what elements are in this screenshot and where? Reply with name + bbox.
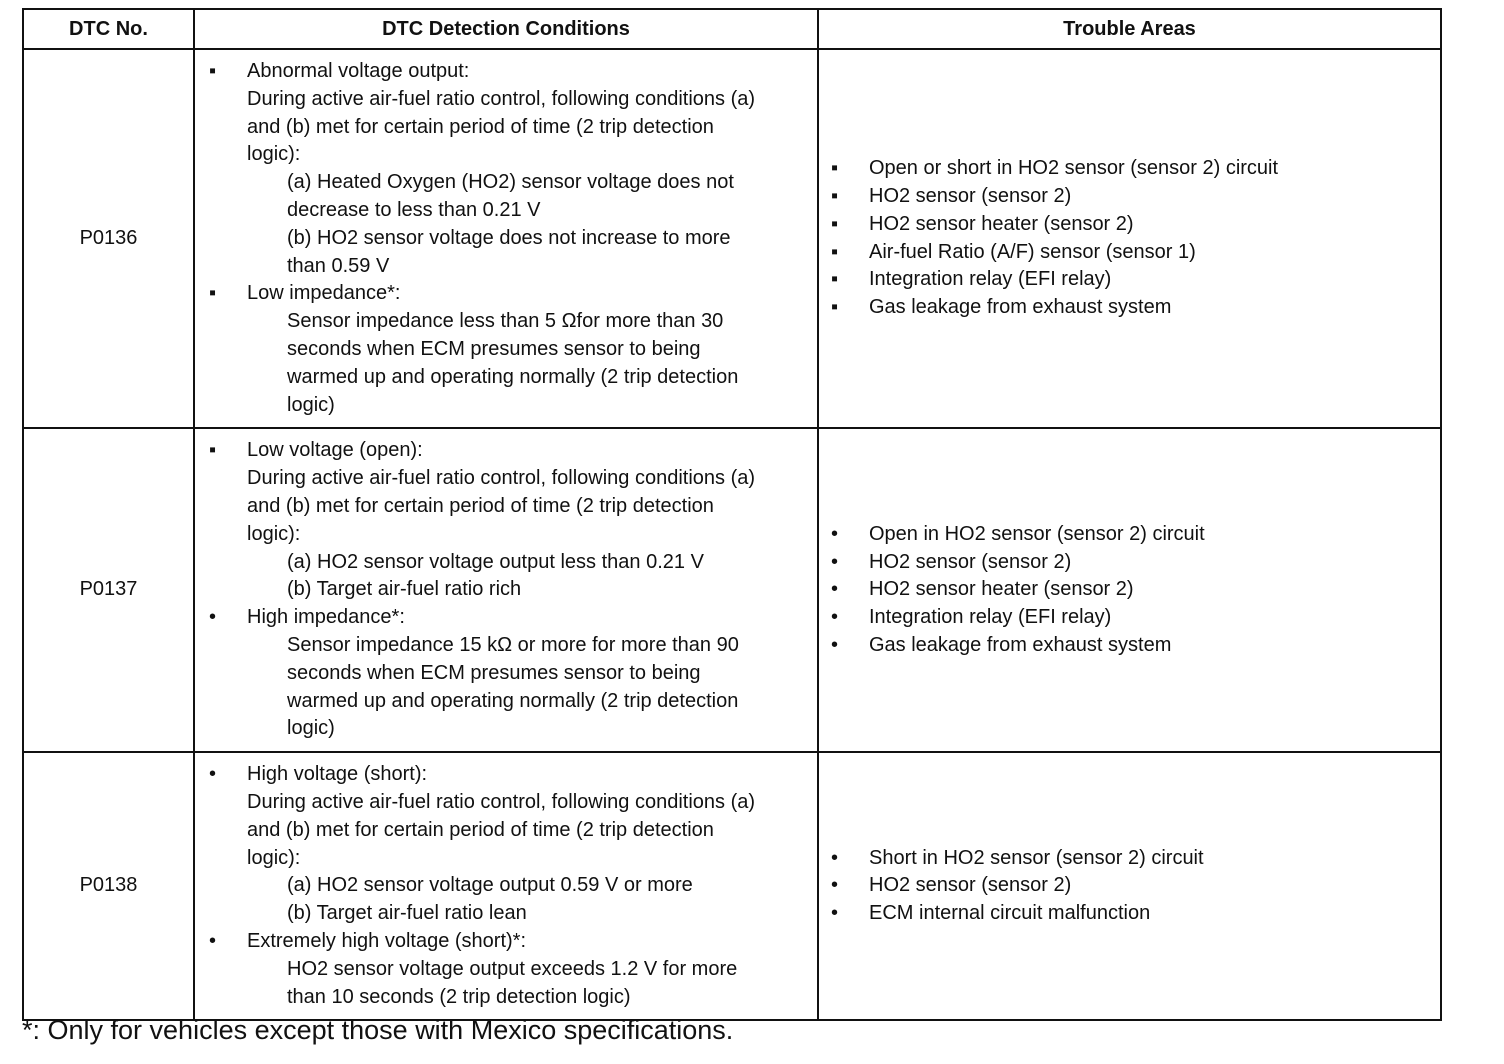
trouble-area-text: Integration relay (EFI relay) <box>869 606 1112 629</box>
condition-line <box>201 632 811 660</box>
trouble-area-item <box>825 211 1434 239</box>
dtc-code: P0137 <box>23 428 194 752</box>
condition-line <box>201 789 811 817</box>
bullet-icon: ▪ <box>209 60 217 82</box>
trouble-area-text: HO2 sensor heater (sensor 2) <box>869 578 1134 601</box>
trouble-area-text: Short in HO2 sensor (sensor 2) circuit <box>869 846 1204 869</box>
condition-line <box>201 225 811 253</box>
condition-text: Low impedance*: <box>247 282 401 305</box>
condition-text: During active air-fuel ratio control, following conditions (a) <box>247 790 756 813</box>
condition-text: than 0.59 V <box>287 254 390 277</box>
trouble-areas-cell <box>818 428 1441 752</box>
header-row <box>23 9 1441 49</box>
condition-line <box>201 576 811 604</box>
trouble-area-item <box>825 576 1434 604</box>
condition-text: decrease to less than 0.21 V <box>287 198 541 221</box>
condition-line <box>201 688 811 716</box>
bullet-icon: ▪ <box>831 296 839 319</box>
bullet-icon: ▪ <box>831 212 839 235</box>
trouble-area-item <box>825 266 1434 294</box>
condition-text: Abnormal voltage output: <box>247 60 470 82</box>
condition-line <box>201 715 811 743</box>
condition-line <box>201 493 811 521</box>
trouble-area-text: HO2 sensor heater (sensor 2) <box>869 212 1134 235</box>
condition-text: and (b) met for certain period of time (2 trip detection <box>247 115 714 138</box>
bullet-icon: • <box>831 550 839 573</box>
trouble-area-text: HO2 sensor (sensor 2) <box>869 185 1072 208</box>
condition-line <box>201 465 811 493</box>
condition-line <box>201 86 811 114</box>
condition-text: (b) Target air-fuel ratio rich <box>287 578 522 601</box>
condition-line <box>201 984 811 1012</box>
condition-line <box>201 141 811 169</box>
condition-text: logic): <box>247 522 301 545</box>
condition-line <box>201 253 811 281</box>
trouble-area-text: Open or short in HO2 sensor (sensor 2) circuit <box>869 157 1279 180</box>
trouble-areas-cell <box>818 49 1441 428</box>
condition-text: During active air-fuel ratio control, following conditions (a) <box>247 87 756 110</box>
condition-line <box>201 845 811 873</box>
trouble-area-item <box>825 183 1434 211</box>
trouble-area-item <box>825 549 1434 577</box>
condition-line <box>201 900 811 928</box>
bullet-icon: • <box>209 929 217 952</box>
bullet-icon: • <box>831 522 839 545</box>
condition-text: logic): <box>247 143 301 166</box>
bullet-icon: ▪ <box>209 282 217 305</box>
condition-line <box>201 521 811 549</box>
condition-line <box>201 549 811 577</box>
condition-line <box>201 392 811 420</box>
condition-text: Sensor impedance less than 5 Ωfor more than 30 <box>287 310 724 333</box>
trouble-area-item <box>825 632 1434 660</box>
condition-text: High impedance*: <box>247 606 405 629</box>
trouble-area-text: ECM internal circuit malfunction <box>869 902 1151 925</box>
condition-text: HO2 sensor voltage output exceeds 1.2 V for more <box>287 957 738 980</box>
condition-line <box>201 604 811 632</box>
trouble-areas-cell <box>818 752 1441 1020</box>
bullet-icon: • <box>831 633 839 656</box>
bullet-icon: • <box>831 902 839 925</box>
detection-conditions-cell <box>194 752 818 1020</box>
trouble-area-text: Air-fuel Ratio (A/F) sensor (sensor 1) <box>869 240 1196 263</box>
condition-text: warmed up and operating normally (2 trip detection <box>287 365 739 388</box>
trouble-area-item <box>825 155 1434 183</box>
detection-conditions-cell <box>194 428 818 752</box>
condition-line <box>201 761 811 789</box>
condition-text: than 10 seconds (2 trip detection logic) <box>287 985 631 1008</box>
condition-text: warmed up and operating normally (2 trip detection <box>287 689 739 712</box>
trouble-area-item <box>825 294 1434 322</box>
trouble-area-text: Open in HO2 sensor (sensor 2) circuit <box>869 522 1205 545</box>
condition-text: (a) HO2 sensor voltage output less than 0.21 V <box>287 550 704 573</box>
condition-line <box>201 872 811 900</box>
bullet-icon: • <box>831 874 839 897</box>
header-trouble-areas: Trouble Areas <box>818 9 1441 49</box>
bullet-icon: ▪ <box>209 439 217 462</box>
trouble-area-item <box>825 900 1434 928</box>
bullet-icon: • <box>831 606 839 629</box>
bullet-icon: • <box>831 578 839 601</box>
condition-line <box>201 169 811 197</box>
bullet-icon: • <box>831 846 839 869</box>
condition-text: Extremely high voltage (short)*: <box>247 929 527 952</box>
condition-text: logic) <box>287 717 335 740</box>
condition-text: logic) <box>287 393 335 416</box>
bullet-icon: ▪ <box>831 240 839 263</box>
condition-text: and (b) met for certain period of time (2 trip detection <box>247 818 714 841</box>
condition-line <box>201 58 811 86</box>
condition-text: High voltage (short): <box>247 763 428 786</box>
table-row <box>23 49 1441 428</box>
condition-line <box>201 437 811 465</box>
condition-text: and (b) met for certain period of time (2 trip detection <box>247 494 714 517</box>
footnote: *: Only for vehicles except those with Mexico specifications. <box>22 1015 734 1045</box>
trouble-area-text: HO2 sensor (sensor 2) <box>869 874 1072 897</box>
condition-text: (a) Heated Oxygen (HO2) sensor voltage does not <box>287 171 734 194</box>
condition-text: (b) HO2 sensor voltage does not increase to more <box>287 226 731 249</box>
condition-text: (b) Target air-fuel ratio lean <box>287 902 527 925</box>
condition-line <box>201 364 811 392</box>
trouble-area-text: Gas leakage from exhaust system <box>869 633 1172 656</box>
trouble-area-item <box>825 239 1434 267</box>
condition-text: seconds when ECM presumes sensor to being <box>287 661 701 684</box>
condition-text: seconds when ECM presumes sensor to being <box>287 337 701 360</box>
trouble-area-text: Gas leakage from exhaust system <box>869 296 1172 319</box>
condition-line <box>201 660 811 688</box>
table-row <box>23 752 1441 1020</box>
condition-text: logic): <box>247 846 301 869</box>
condition-line <box>201 197 811 225</box>
table-row <box>23 428 1441 752</box>
trouble-area-text: Integration relay (EFI relay) <box>869 268 1112 291</box>
bullet-icon: ▪ <box>831 268 839 291</box>
condition-line <box>201 928 811 956</box>
dtc-code: P0138 <box>23 752 194 1020</box>
bullet-icon: • <box>209 763 217 786</box>
bullet-icon: ▪ <box>831 185 839 208</box>
dtc-table <box>22 8 1442 1021</box>
condition-text: During active air-fuel ratio control, following conditions (a) <box>247 467 756 490</box>
trouble-area-item <box>825 872 1434 900</box>
condition-line <box>201 817 811 845</box>
trouble-area-item <box>825 521 1434 549</box>
dtc-code: P0136 <box>23 49 194 428</box>
condition-line <box>201 336 811 364</box>
condition-text: Sensor impedance 15 kΩ or more for more than 90 <box>287 633 739 656</box>
condition-text: (a) HO2 sensor voltage output 0.59 V or more <box>287 874 693 897</box>
trouble-area-item <box>825 845 1434 873</box>
detection-conditions-cell <box>194 49 818 428</box>
condition-line <box>201 956 811 984</box>
bullet-icon: • <box>209 606 217 629</box>
table-body <box>23 49 1441 1020</box>
trouble-area-item <box>825 604 1434 632</box>
trouble-area-text: HO2 sensor (sensor 2) <box>869 550 1072 573</box>
condition-line <box>201 308 811 336</box>
bullet-icon: ▪ <box>831 157 839 180</box>
header-detection-conditions: DTC Detection Conditions <box>194 9 818 49</box>
condition-line <box>201 114 811 142</box>
condition-text: Low voltage (open): <box>247 439 423 462</box>
condition-line <box>201 280 811 308</box>
header-dtc-no: DTC No. <box>23 9 194 49</box>
